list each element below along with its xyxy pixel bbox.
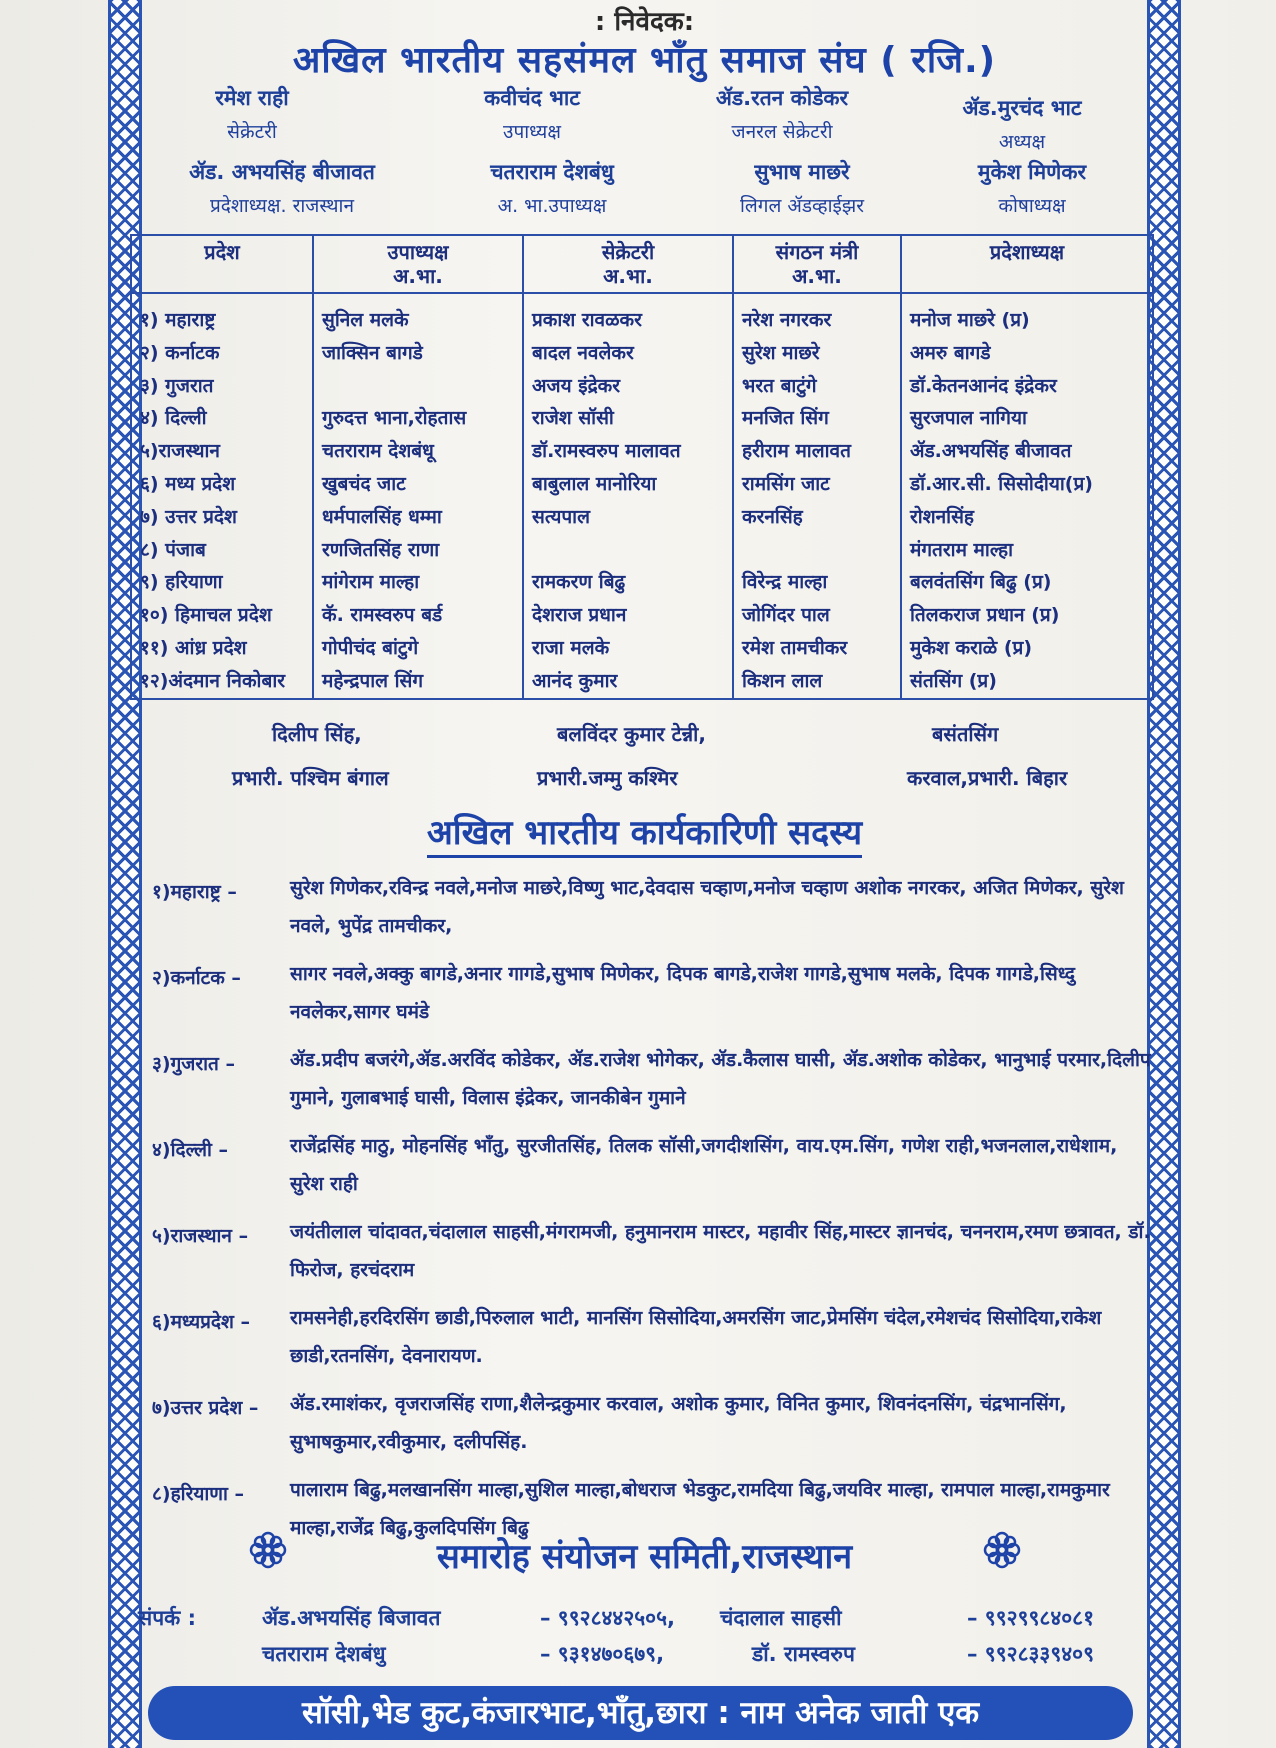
table-cell: ३) गुजरात — [140, 374, 214, 397]
officer-name: मुकेश मिणेकर — [977, 160, 1087, 184]
contact-name: चतराराम देशबंधु — [262, 1642, 386, 1666]
officer-post: उपाध्यक्ष — [503, 121, 561, 143]
prabhari-post-3: करवाल,प्रभारी. बिहार — [907, 766, 1068, 790]
table-cell: राजा मलके — [532, 636, 610, 659]
table-cell: किशन लाल — [742, 669, 823, 692]
table-cell: डॉ.केतनआनंद इंद्रेकर — [910, 374, 1057, 397]
officer-secretary — [172, 84, 332, 144]
executive-members-list — [152, 878, 1152, 1566]
table-cell: डॉ.रामस्वरुप मालावत — [532, 440, 681, 463]
table-cell: मनजित सिंग — [742, 407, 829, 430]
table-cell: अमरु बागडे — [910, 341, 991, 364]
header-secretary: सेक्रेटरी अ.भा. — [523, 235, 733, 293]
officer-president — [922, 94, 1122, 154]
officer-all-india-vice-president — [442, 158, 662, 218]
contact-name: डॉ. रामस्वरुप — [752, 1642, 855, 1666]
table-cell: राजेश सॉसी — [532, 407, 614, 430]
officer-name: ॲड. अभयसिंह बीजावत — [189, 160, 375, 184]
contact-phone: – ९३१४७०६७९, — [540, 1642, 665, 1666]
contact-phone: – ९९२८४४२५०५, — [540, 1606, 675, 1630]
flower-ornament-icon — [982, 1530, 1022, 1570]
list-item: ५)राजस्थान – जयंतीलाल चांदावत,चंदालाल साहसी,मंगरामजी, हनुमानराम मास्टर, महावीर सिंह,मास्टर ज्ञानचंद, चननराम,रमण छत्रावत, डॉ. फिरोज, हरचंदराम — [152, 1221, 1151, 1281]
table-cell: नरेश नगरकर — [742, 309, 832, 331]
officer-state-president-rajasthan — [152, 158, 412, 218]
table-cell: रणजितसिंह राणा — [322, 538, 440, 561]
table-cell: ६) मध्य प्रदेश — [140, 472, 236, 495]
header-vice-president: उपाध्यक्ष अ.भा. — [313, 235, 523, 293]
officer-name: रमेश राही — [215, 86, 289, 110]
table-cell: तिलकराज प्रधान (प्र) — [910, 604, 1060, 627]
table-cell: १२)अंदमान निकोबार — [140, 669, 286, 692]
organization-title: अखिल भारतीय सहसंमल भाँतु समाज संघ ( रजि.) — [292, 40, 997, 81]
table-cell: मुकेश कराळे (प्र) — [910, 636, 1033, 659]
table-cell — [532, 534, 724, 567]
table-cell: रामसिंग जाट — [742, 472, 830, 495]
officer-name: कवीचंद भाट — [484, 86, 580, 110]
table-cell: ११) आंध्र प्रदेश — [140, 636, 247, 659]
table-cell: आनंद कुमार — [532, 669, 618, 692]
officer-post: जनरल सेक्रेटरी — [731, 121, 833, 143]
officer-post: लिगल ॲडव्हाईझर — [739, 195, 865, 217]
table-cell: रामकरण बिढु — [532, 571, 626, 594]
prabhari-post-1: प्रभारी. पश्चिम बंगाल — [232, 766, 389, 790]
column-organization-ministers — [733, 293, 901, 699]
officer-post: कोषाध्यक्ष — [998, 195, 1066, 217]
list-item: ६)मध्यप्रदेश – रामसनेही,हरदिरसिंग छाडी,पिरुलाल भाटी, मानसिंग सिसोदिया,अमरसिंग जाट,प्रेमसिंग चंदेल,रमेशचंद सिसोदिया,राकेश छाडी,रतनसिंग, देवनारायण. — [152, 1307, 1102, 1367]
table-cell: ॲड.अभयसिंह बीजावत — [910, 440, 1072, 463]
table-cell: मनोज माछरे (प्र) — [910, 309, 1030, 331]
table-cell — [742, 534, 892, 567]
document-content — [138, 0, 1151, 1748]
table-cell: सत्यपाल — [532, 505, 590, 528]
table-cell: ८) पंजाब — [140, 538, 206, 561]
table-cell: बादल नवलेकर — [532, 341, 634, 364]
table-cell: सुनिल मलके — [322, 309, 409, 331]
table-cell: भरत बाटुंगे — [742, 374, 817, 397]
table-cell: ४) दिल्ली — [140, 407, 207, 430]
table-cell: जाक्सिन बागडे — [322, 341, 423, 364]
table-cell: खुबचंद जाट — [322, 472, 406, 495]
committee-title: समारोह संयोजन समिती,राजस्थान — [436, 1537, 853, 1577]
table-cell: गोपीचंद बांटुगे — [322, 636, 419, 659]
executive-section-title: अखिल भारतीय कार्यकारिणी सदस्य — [142, 808, 1147, 854]
contact-phone: – ९९२८३३९४०९ — [967, 1642, 1095, 1666]
prabhari-name-2: बलविंदर कुमार टेन्नी, — [557, 722, 706, 746]
header-state: प्रदेश — [131, 235, 313, 293]
list-item: ४)दिल्ली – राजेंद्रसिंह माठु, मोहनसिंह भाँतु, सुरजीतसिंह, तिलक सॉसी,जगदीशसिंग, वाय.एम.सिंग, गणेश राही,भजनलाल,राधेशाम, सुरेश राही — [152, 1135, 1118, 1195]
table-cell: गुरुदत्त भाना,रोहतास — [322, 407, 467, 430]
officer-post: सेक्रेटरी — [227, 121, 277, 143]
table-cell: बलवंतसिंग बिढु (प्र) — [910, 571, 1052, 594]
officer-general-secretary — [682, 84, 882, 144]
list-item: २)कर्नाटक – सागर नवले,अक्कु बागडे,अनार गागडे,सुभाष मिणेकर, दिपक बागडे,राजेश गागडे,सुभाष मलके, दिपक गागडे,सिध्दु नवलेकर,सागर घमंडे — [152, 963, 1075, 1023]
officer-vice-president — [442, 84, 622, 144]
contact-name: चंदालाल साहसी — [720, 1606, 842, 1630]
table-cell: प्रकाश रावळकर — [532, 309, 642, 331]
table-cell: ७) उत्तर प्रदेश — [140, 505, 237, 528]
table-cell: धर्मपालसिंह धम्मा — [322, 505, 442, 528]
officer-treasurer — [932, 158, 1132, 218]
header-state-president: प्रदेशाध्यक्ष — [901, 235, 1153, 293]
table-cell: हरीराम मालावत — [742, 440, 851, 463]
table-cell: चतराराम देशबंधू — [322, 440, 434, 463]
table-cell: संतसिंग (प्र) — [910, 669, 997, 692]
officer-post: अध्यक्ष — [998, 131, 1046, 153]
list-item: ८)हरियाणा – पालाराम बिढु,मलखानसिंग माल्हा,सुशिल माल्हा,बोधराज भेडकुट,रामदिया बिढु,जयविर माल्हा, रामपाल माल्हा,रामकुमार माल्हा,राजेंद्र बिढु,कुलदिपसिंग बिढु — [152, 1479, 1110, 1539]
contact-label: संपर्क : — [138, 1606, 196, 1630]
officer-name: ॲड.मुरचंद भाट — [962, 96, 1082, 120]
table-cell: २) कर्नाटक — [140, 341, 220, 364]
nivedak-heading: : निवेदक: — [594, 7, 695, 37]
contact-phone: – ९९२९९८४०८१ — [967, 1606, 1095, 1630]
prabhari-name-3: बसंतसिंग — [932, 722, 999, 746]
column-secretaries — [523, 293, 733, 699]
table-cell: विरेन्द्र माल्हा — [742, 571, 828, 594]
column-state-presidents — [901, 293, 1153, 699]
table-body-row — [131, 293, 1153, 699]
table-cell: अजय इंद्रेकर — [532, 374, 621, 397]
table-cell: कॅ. रामस्वरुप बर्ड — [322, 604, 443, 627]
officer-name: चतराराम देशबंधु — [490, 160, 614, 184]
officer-post: प्रदेशाध्यक्ष. राजस्थान — [209, 195, 354, 217]
table-cell — [322, 370, 514, 403]
table-cell: डॉ.आर.सी. सिसोदीया(प्र) — [910, 472, 1093, 495]
table-cell: रमेश तामचीकर — [742, 636, 848, 659]
prabhari-name-1: दिलीप सिंह, — [272, 722, 362, 746]
officer-name: सुभाष माछरे — [754, 160, 850, 184]
officer-name: ॲड.रतन कोडेकर — [715, 86, 849, 110]
list-item: १)महाराष्ट्र – सुरेश गिणेकर,रविन्द्र नवले,मनोज माछरे,विष्णु भाट,देवदास चव्हाण,मनोज चव्हाण अशोक नगरकर, अजित मिणेकर, सुरेश नवले, भुपेंद्र तामचीकर, — [152, 877, 1124, 937]
list-item: ३)गुजरात – ॲड.प्रदीप बजरंगे,ॲड.अरविंद कोडेकर, ॲड.राजेश भोगेकर, ॲड.कैलास घासी, ॲड.अशोक कोडेकर, भानुभाई परमार,दिलीप गुमाने, गुलाबभाई घासी, विलास इंद्रेकर, जानकीबेन गुमाने — [152, 1049, 1151, 1109]
table-header-row — [131, 235, 1153, 293]
header-organization-minister: संगठन मंत्री अ.भा. — [733, 235, 901, 293]
list-item: ७)उत्तर प्रदेश – ॲड.रमाशंकर, वृजराजसिंह राणा,शैलेन्द्रकुमार करवाल, अशोक कुमार, विनित कुमार, शिवनंदनसिंग, चंद्रभानसिंग, सुभाषकुमार,रवीकुमार, दलीपसिंह. — [152, 1393, 1067, 1453]
table-cell: १०) हिमाचल प्रदेश — [140, 604, 272, 627]
table-cell: जोगिंदर पाल — [742, 604, 830, 627]
table-cell: सुरजपाल नागिया — [910, 407, 1027, 430]
contact-name: ॲड.अभयसिंह बिजावत — [262, 1606, 441, 1630]
table-cell: १) महाराष्ट्र — [140, 309, 216, 331]
table-cell: सुरेश माछरे — [742, 341, 820, 364]
footer-slogan-banner: सॉसी,भेड कुट,कंजारभाट,भाँतु,छारा : नाम अनेक जाती एक — [148, 1686, 1133, 1740]
officer-legal-advisor — [692, 158, 912, 218]
table-cell: करनसिंह — [742, 505, 803, 528]
table-cell: बाबुलाल मानोरिया — [532, 472, 657, 495]
office-bearers-table — [130, 234, 1154, 700]
officer-post: अ. भा.उपाध्यक्ष — [497, 195, 607, 217]
column-vice-presidents — [313, 293, 523, 699]
table-cell: ९) हरियाणा — [140, 571, 223, 594]
table-cell: देशराज प्रधान — [532, 604, 627, 627]
prabhari-post-2: प्रभारी.जम्मु कश्मिर — [537, 766, 678, 790]
table-cell: रोशनसिंह — [910, 505, 975, 528]
table-cell: महेन्द्रपाल सिंग — [322, 669, 424, 692]
column-states — [131, 293, 313, 699]
table-cell: मांगेराम माल्हा — [322, 571, 420, 594]
table-cell: मंगतराम माल्हा — [910, 538, 1014, 561]
table-cell: ५)राजस्थान — [140, 440, 220, 463]
